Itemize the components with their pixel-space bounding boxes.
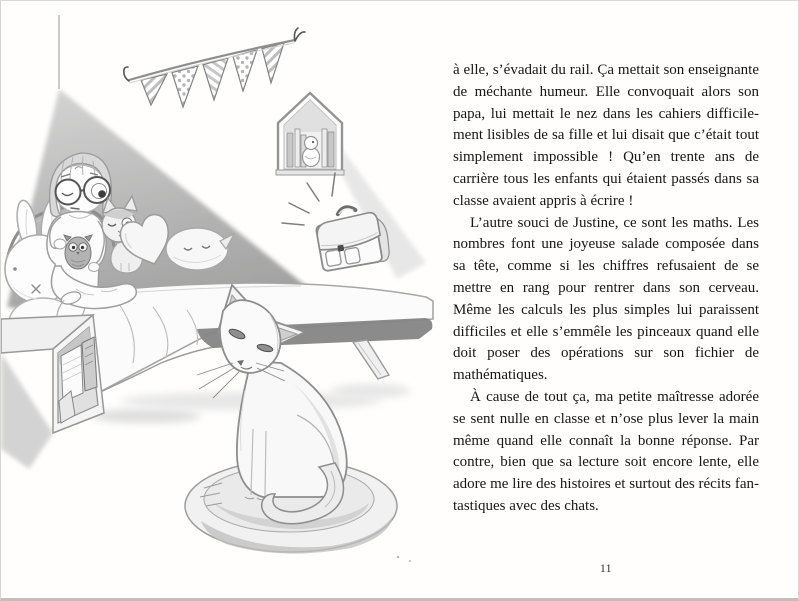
story-text (453, 60, 759, 518)
bed-leg (353, 340, 389, 379)
nightstand-shelf (1, 315, 104, 469)
satchel-clasp (337, 245, 344, 252)
page-number: 11 (599, 563, 613, 575)
bird-figurine (303, 137, 320, 167)
owl-print (64, 235, 92, 269)
pennant-garland (124, 28, 305, 107)
bedroom-illustration (1, 1, 441, 601)
paragraph: à elle, s’évadait du rail. Ça mettait son enseignante de méchante humeur. Elle convoquait alors son papa, lui mettait le nez dans les cahiers difficilement lisibles de sa fille et lui disait que c’était tout simplement impossible ! Qu’en trente ans de carrière tous les enfants qui étaient passés dans sa classe avaient appris à écrire ! (453, 62, 759, 209)
paragraph: À cause de tout ça, ma petite maîtresse adorée se sent nulle en classe et n’ose plus lever la main même quand elle connaît la bonne réponse. Par contre, bien que sa lecture soit encore lente, elle adore me lire des histoires et surtout des récits fantastiques avec des chats. (453, 388, 759, 514)
paragraph: L’autre souci de Justine, ce sont les maths. Les nombres font une joyeuse salade composée dans sa tête, comme si les chiffres refusaient de se mettre en rang pour rentrer dans son cerveau. Même les calculs les plus simples lui paraissent difficiles et elle s’emmêle les pinceaux quand elle doit poser des opérations sur son fichier de mathématiques. (453, 214, 759, 384)
emphasis-lines (282, 173, 335, 225)
